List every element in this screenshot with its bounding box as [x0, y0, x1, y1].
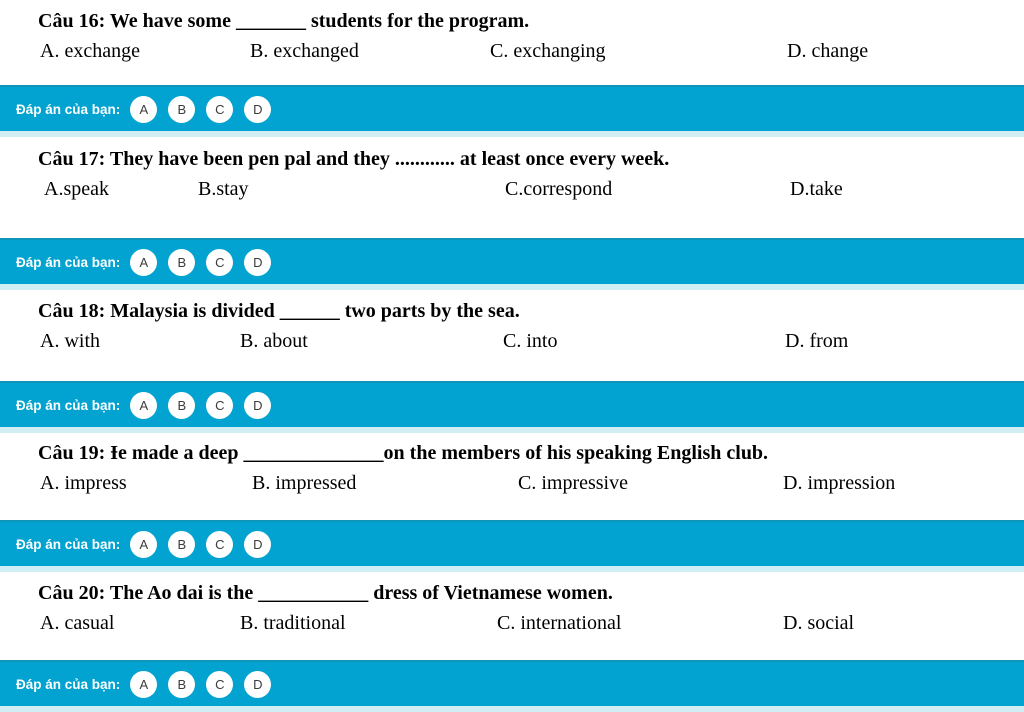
question-options-17: [0, 176, 1024, 204]
option-19-c: C. impressive: [518, 472, 628, 494]
option-19-d: D. impression: [783, 472, 896, 494]
answer-choices-20: [130, 671, 282, 698]
choice-16-a-button[interactable]: A: [130, 96, 157, 123]
option-18-b: B. about: [240, 330, 308, 352]
option-20-c: C. international: [497, 612, 622, 634]
answer-bar-19: [0, 520, 1024, 572]
answer-bar-label: Đáp án của bạn:: [16, 676, 121, 692]
choice-17-b-button[interactable]: B: [168, 249, 195, 276]
question-block-16: [0, 8, 1024, 66]
choice-19-d-button[interactable]: D: [244, 531, 271, 558]
choice-20-b-button[interactable]: B: [168, 671, 195, 698]
option-17-d: D.take: [790, 178, 843, 200]
option-16-a: A. exchange: [40, 40, 140, 62]
option-20-a: A. casual: [40, 612, 115, 634]
question-options-20: [0, 610, 1024, 638]
option-17-c: C.correspond: [505, 178, 613, 200]
choice-18-a-button[interactable]: A: [130, 392, 157, 419]
choice-19-c-button[interactable]: C: [206, 531, 233, 558]
question-block-19: [0, 440, 1024, 498]
question-title-16: Câu 16: We have some _______ students for the program.: [38, 10, 530, 32]
choice-18-d-button[interactable]: D: [244, 392, 271, 419]
option-18-a: A. with: [40, 330, 100, 352]
choice-20-d-button[interactable]: D: [244, 671, 271, 698]
answer-choices-17: [130, 249, 282, 276]
option-16-d: D. change: [787, 40, 869, 62]
answer-bar-label: Đáp án của bạn:: [16, 536, 121, 552]
answer-choices-19: [130, 531, 282, 558]
choice-16-c-button[interactable]: C: [206, 96, 233, 123]
choice-19-b-button[interactable]: B: [168, 531, 195, 558]
question-block-20: [0, 580, 1024, 638]
answer-bar-label: Đáp án của bạn:: [16, 254, 121, 270]
answer-bar-17: [0, 238, 1024, 290]
option-17-a: A.speak: [44, 178, 109, 200]
answer-bar-label: Đáp án của bạn:: [16, 397, 121, 413]
question-block-18: [0, 298, 1024, 356]
question-title-19: Câu 19: Ɨe made a deep ______________on the members of his speaking English club.: [38, 442, 769, 464]
choice-17-d-button[interactable]: D: [244, 249, 271, 276]
option-16-b: B. exchanged: [250, 40, 359, 62]
answer-choices-16: [130, 96, 282, 123]
answer-bar-label: Đáp án của bạn:: [16, 101, 121, 117]
question-options-19: [0, 470, 1024, 498]
choice-17-c-button[interactable]: C: [206, 249, 233, 276]
choice-18-c-button[interactable]: C: [206, 392, 233, 419]
option-19-a: A. impress: [40, 472, 127, 494]
choice-16-b-button[interactable]: B: [168, 96, 195, 123]
question-options-18: [0, 328, 1024, 356]
choice-18-b-button[interactable]: B: [168, 392, 195, 419]
question-title-18: Câu 18: Malaysia is divided ______ two parts by the sea.: [38, 300, 520, 322]
choice-20-c-button[interactable]: C: [206, 671, 233, 698]
answer-bar-20: [0, 660, 1024, 712]
option-18-c: C. into: [503, 330, 558, 352]
option-20-d: D. social: [783, 612, 855, 634]
option-18-d: D. from: [785, 330, 849, 352]
answer-bar-18: [0, 381, 1024, 433]
choice-17-a-button[interactable]: A: [130, 249, 157, 276]
option-19-b: B. impressed: [252, 472, 357, 494]
answer-choices-18: [130, 392, 282, 419]
choice-20-a-button[interactable]: A: [130, 671, 157, 698]
choice-16-d-button[interactable]: D: [244, 96, 271, 123]
question-options-16: [0, 38, 1024, 66]
choice-19-a-button[interactable]: A: [130, 531, 157, 558]
question-title-20: Câu 20: The Ao dai is the ___________ dress of Vietnamese women.: [38, 582, 613, 604]
question-block-17: [0, 146, 1024, 204]
option-17-b: B.stay: [198, 178, 249, 200]
answer-bar-16: [0, 85, 1024, 137]
option-16-c: C. exchanging: [490, 40, 606, 62]
option-20-b: B. traditional: [240, 612, 346, 634]
question-title-17: Câu 17: They have been pen pal and they ............ at least once every week.: [38, 148, 670, 170]
